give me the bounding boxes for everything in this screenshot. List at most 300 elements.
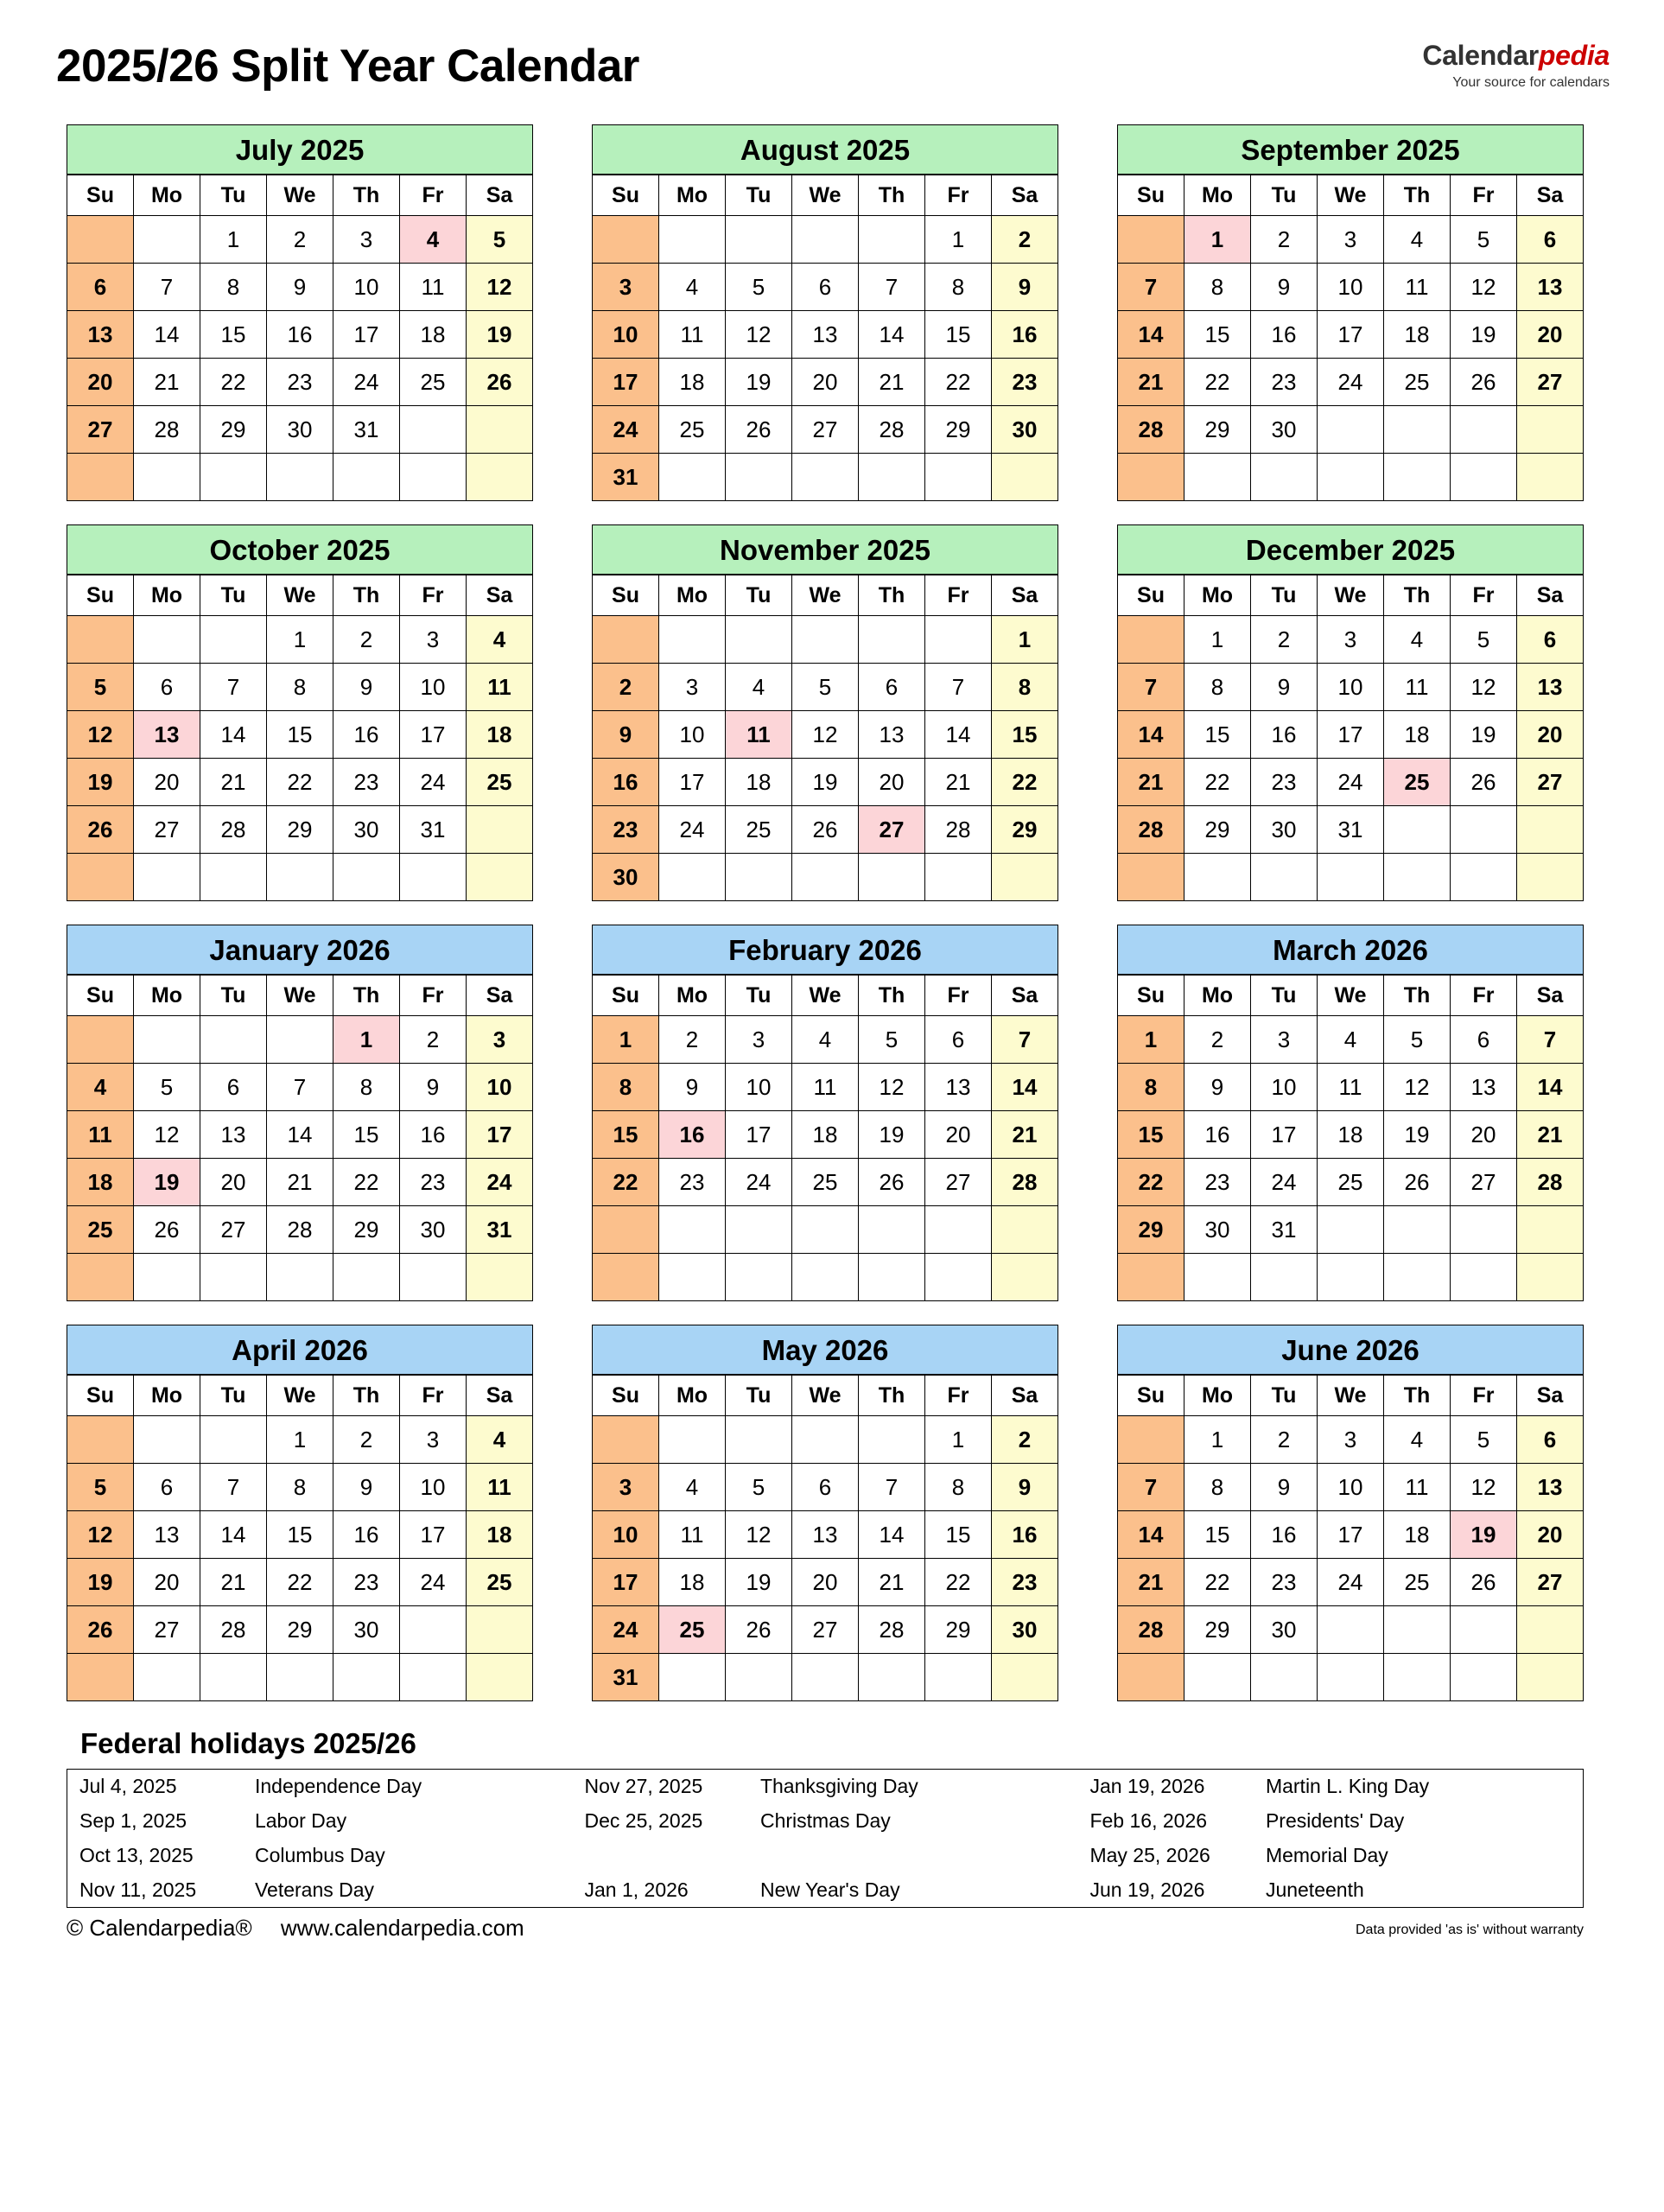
day-cell[interactable]: 3 bbox=[333, 216, 400, 264]
day-cell[interactable]: 12 bbox=[792, 711, 859, 759]
day-cell[interactable]: 26 bbox=[859, 1159, 925, 1206]
day-cell[interactable]: 25 bbox=[400, 359, 467, 406]
day-cell[interactable]: 12 bbox=[726, 311, 792, 359]
day-cell[interactable]: 13 bbox=[1451, 1064, 1517, 1111]
day-cell[interactable]: 1 bbox=[267, 616, 333, 664]
day-cell[interactable]: 13 bbox=[1517, 1464, 1584, 1511]
day-cell[interactable]: 13 bbox=[792, 311, 859, 359]
day-cell[interactable]: 1 bbox=[1184, 1416, 1251, 1464]
day-cell[interactable]: 5 bbox=[467, 216, 533, 264]
day-cell[interactable]: 9 bbox=[1184, 1064, 1251, 1111]
day-cell[interactable]: 10 bbox=[400, 1464, 467, 1511]
day-cell[interactable]: 30 bbox=[1251, 1606, 1318, 1654]
day-cell[interactable]: 27 bbox=[1517, 359, 1584, 406]
day-cell[interactable]: 20 bbox=[792, 359, 859, 406]
day-cell[interactable]: 16 bbox=[400, 1111, 467, 1159]
day-cell[interactable]: 12 bbox=[859, 1064, 925, 1111]
day-cell[interactable]: 29 bbox=[992, 806, 1058, 854]
day-cell[interactable]: 22 bbox=[267, 759, 333, 806]
day-cell[interactable]: 29 bbox=[1184, 406, 1251, 454]
day-cell[interactable]: 15 bbox=[267, 1511, 333, 1559]
day-cell[interactable]: 11 bbox=[400, 264, 467, 311]
day-cell[interactable]: 11 bbox=[1384, 664, 1451, 711]
day-cell[interactable]: 8 bbox=[1184, 264, 1251, 311]
day-cell[interactable]: 20 bbox=[200, 1159, 267, 1206]
day-cell[interactable]: 22 bbox=[1184, 359, 1251, 406]
day-cell[interactable]: 9 bbox=[333, 1464, 400, 1511]
day-cell[interactable]: 22 bbox=[925, 1559, 992, 1606]
footer-url[interactable]: www.calendarpedia.com bbox=[280, 1915, 524, 1941]
day-cell[interactable]: 30 bbox=[1251, 806, 1318, 854]
day-cell[interactable]: 4 bbox=[400, 216, 467, 264]
day-cell[interactable]: 9 bbox=[400, 1064, 467, 1111]
day-cell[interactable]: 31 bbox=[593, 1654, 659, 1701]
day-cell[interactable]: 21 bbox=[859, 359, 925, 406]
day-cell[interactable]: 8 bbox=[267, 664, 333, 711]
day-cell[interactable]: 3 bbox=[400, 1416, 467, 1464]
day-cell[interactable]: 11 bbox=[467, 1464, 533, 1511]
day-cell[interactable]: 29 bbox=[1184, 1606, 1251, 1654]
day-cell[interactable]: 17 bbox=[467, 1111, 533, 1159]
day-cell[interactable]: 19 bbox=[467, 311, 533, 359]
day-cell[interactable]: 5 bbox=[726, 1464, 792, 1511]
day-cell[interactable]: 14 bbox=[134, 311, 200, 359]
day-cell[interactable]: 12 bbox=[726, 1511, 792, 1559]
day-cell[interactable]: 5 bbox=[67, 1464, 134, 1511]
day-cell[interactable]: 25 bbox=[659, 406, 726, 454]
day-cell[interactable]: 22 bbox=[267, 1559, 333, 1606]
day-cell[interactable]: 22 bbox=[925, 359, 992, 406]
day-cell[interactable]: 4 bbox=[659, 1464, 726, 1511]
day-cell[interactable]: 28 bbox=[1118, 1606, 1184, 1654]
day-cell[interactable]: 24 bbox=[1251, 1159, 1318, 1206]
day-cell[interactable]: 18 bbox=[1384, 1511, 1451, 1559]
day-cell[interactable]: 6 bbox=[925, 1016, 992, 1064]
day-cell[interactable]: 20 bbox=[1517, 1511, 1584, 1559]
day-cell[interactable]: 28 bbox=[859, 1606, 925, 1654]
day-cell[interactable]: 8 bbox=[992, 664, 1058, 711]
day-cell[interactable]: 17 bbox=[333, 311, 400, 359]
day-cell[interactable]: 13 bbox=[859, 711, 925, 759]
day-cell[interactable]: 3 bbox=[467, 1016, 533, 1064]
day-cell[interactable]: 23 bbox=[1251, 1559, 1318, 1606]
day-cell[interactable]: 29 bbox=[267, 806, 333, 854]
day-cell[interactable]: 10 bbox=[659, 711, 726, 759]
day-cell[interactable]: 7 bbox=[1517, 1016, 1584, 1064]
day-cell[interactable]: 4 bbox=[1384, 1416, 1451, 1464]
day-cell[interactable]: 3 bbox=[1318, 216, 1384, 264]
day-cell[interactable]: 15 bbox=[925, 311, 992, 359]
day-cell[interactable]: 21 bbox=[859, 1559, 925, 1606]
day-cell[interactable]: 24 bbox=[400, 1559, 467, 1606]
day-cell[interactable]: 19 bbox=[792, 759, 859, 806]
day-cell[interactable]: 18 bbox=[726, 759, 792, 806]
day-cell[interactable]: 10 bbox=[467, 1064, 533, 1111]
day-cell[interactable]: 18 bbox=[467, 1511, 533, 1559]
day-cell[interactable]: 27 bbox=[67, 406, 134, 454]
day-cell[interactable]: 19 bbox=[1384, 1111, 1451, 1159]
day-cell[interactable]: 11 bbox=[659, 311, 726, 359]
day-cell[interactable]: 24 bbox=[467, 1159, 533, 1206]
day-cell[interactable]: 26 bbox=[1451, 759, 1517, 806]
day-cell[interactable]: 3 bbox=[400, 616, 467, 664]
day-cell[interactable]: 27 bbox=[925, 1159, 992, 1206]
day-cell[interactable]: 9 bbox=[333, 664, 400, 711]
day-cell[interactable]: 25 bbox=[659, 1606, 726, 1654]
day-cell[interactable]: 2 bbox=[992, 216, 1058, 264]
day-cell[interactable]: 28 bbox=[1118, 406, 1184, 454]
day-cell[interactable]: 2 bbox=[1251, 216, 1318, 264]
day-cell[interactable]: 13 bbox=[925, 1064, 992, 1111]
day-cell[interactable]: 3 bbox=[593, 264, 659, 311]
day-cell[interactable]: 3 bbox=[1318, 616, 1384, 664]
day-cell[interactable]: 6 bbox=[67, 264, 134, 311]
day-cell[interactable]: 14 bbox=[1118, 711, 1184, 759]
day-cell[interactable]: 21 bbox=[1118, 359, 1184, 406]
day-cell[interactable]: 29 bbox=[200, 406, 267, 454]
day-cell[interactable]: 16 bbox=[1251, 311, 1318, 359]
day-cell[interactable]: 12 bbox=[1451, 664, 1517, 711]
day-cell[interactable]: 11 bbox=[1384, 1464, 1451, 1511]
day-cell[interactable]: 15 bbox=[593, 1111, 659, 1159]
day-cell[interactable]: 16 bbox=[992, 1511, 1058, 1559]
day-cell[interactable]: 14 bbox=[1118, 1511, 1184, 1559]
day-cell[interactable]: 30 bbox=[400, 1206, 467, 1254]
day-cell[interactable]: 4 bbox=[467, 1416, 533, 1464]
day-cell[interactable]: 10 bbox=[1318, 1464, 1384, 1511]
day-cell[interactable]: 14 bbox=[992, 1064, 1058, 1111]
day-cell[interactable]: 1 bbox=[333, 1016, 400, 1064]
day-cell[interactable]: 5 bbox=[1384, 1016, 1451, 1064]
day-cell[interactable]: 6 bbox=[134, 664, 200, 711]
day-cell[interactable]: 19 bbox=[1451, 711, 1517, 759]
day-cell[interactable]: 2 bbox=[593, 664, 659, 711]
day-cell[interactable]: 26 bbox=[726, 1606, 792, 1654]
day-cell[interactable]: 2 bbox=[1251, 1416, 1318, 1464]
day-cell[interactable]: 23 bbox=[992, 1559, 1058, 1606]
day-cell[interactable]: 5 bbox=[1451, 216, 1517, 264]
day-cell[interactable]: 20 bbox=[792, 1559, 859, 1606]
day-cell[interactable]: 8 bbox=[925, 264, 992, 311]
day-cell[interactable]: 4 bbox=[1384, 616, 1451, 664]
day-cell[interactable]: 18 bbox=[400, 311, 467, 359]
day-cell[interactable]: 22 bbox=[992, 759, 1058, 806]
day-cell[interactable]: 10 bbox=[400, 664, 467, 711]
day-cell[interactable]: 14 bbox=[859, 1511, 925, 1559]
day-cell[interactable]: 31 bbox=[1251, 1206, 1318, 1254]
day-cell[interactable]: 18 bbox=[1384, 711, 1451, 759]
day-cell[interactable]: 15 bbox=[1184, 311, 1251, 359]
day-cell[interactable]: 16 bbox=[659, 1111, 726, 1159]
day-cell[interactable]: 15 bbox=[925, 1511, 992, 1559]
day-cell[interactable]: 17 bbox=[593, 359, 659, 406]
day-cell[interactable]: 12 bbox=[67, 1511, 134, 1559]
day-cell[interactable]: 1 bbox=[1184, 616, 1251, 664]
day-cell[interactable]: 9 bbox=[992, 264, 1058, 311]
day-cell[interactable]: 14 bbox=[267, 1111, 333, 1159]
day-cell[interactable]: 25 bbox=[1318, 1159, 1384, 1206]
day-cell[interactable]: 29 bbox=[1184, 806, 1251, 854]
day-cell[interactable]: 2 bbox=[267, 216, 333, 264]
day-cell[interactable]: 28 bbox=[1517, 1159, 1584, 1206]
day-cell[interactable]: 28 bbox=[267, 1206, 333, 1254]
day-cell[interactable]: 19 bbox=[134, 1159, 200, 1206]
day-cell[interactable]: 7 bbox=[1118, 1464, 1184, 1511]
day-cell[interactable]: 3 bbox=[1318, 1416, 1384, 1464]
day-cell[interactable]: 4 bbox=[792, 1016, 859, 1064]
day-cell[interactable]: 7 bbox=[200, 664, 267, 711]
day-cell[interactable]: 10 bbox=[593, 311, 659, 359]
day-cell[interactable]: 11 bbox=[1318, 1064, 1384, 1111]
day-cell[interactable]: 6 bbox=[1517, 616, 1584, 664]
day-cell[interactable]: 31 bbox=[333, 406, 400, 454]
day-cell[interactable]: 14 bbox=[925, 711, 992, 759]
day-cell[interactable]: 20 bbox=[859, 759, 925, 806]
day-cell[interactable]: 28 bbox=[1118, 806, 1184, 854]
day-cell[interactable]: 14 bbox=[859, 311, 925, 359]
day-cell[interactable]: 10 bbox=[333, 264, 400, 311]
day-cell[interactable]: 15 bbox=[1184, 1511, 1251, 1559]
day-cell[interactable]: 9 bbox=[267, 264, 333, 311]
day-cell[interactable]: 1 bbox=[925, 216, 992, 264]
day-cell[interactable]: 12 bbox=[1451, 264, 1517, 311]
day-cell[interactable]: 27 bbox=[1517, 1559, 1584, 1606]
day-cell[interactable]: 18 bbox=[1318, 1111, 1384, 1159]
day-cell[interactable]: 13 bbox=[67, 311, 134, 359]
day-cell[interactable]: 20 bbox=[925, 1111, 992, 1159]
day-cell[interactable]: 17 bbox=[593, 1559, 659, 1606]
day-cell[interactable]: 15 bbox=[1118, 1111, 1184, 1159]
day-cell[interactable]: 12 bbox=[467, 264, 533, 311]
day-cell[interactable]: 31 bbox=[467, 1206, 533, 1254]
day-cell[interactable]: 20 bbox=[134, 1559, 200, 1606]
day-cell[interactable]: 25 bbox=[1384, 1559, 1451, 1606]
day-cell[interactable]: 29 bbox=[333, 1206, 400, 1254]
day-cell[interactable]: 6 bbox=[792, 1464, 859, 1511]
day-cell[interactable]: 19 bbox=[67, 1559, 134, 1606]
day-cell[interactable]: 28 bbox=[134, 406, 200, 454]
day-cell[interactable]: 11 bbox=[659, 1511, 726, 1559]
day-cell[interactable]: 24 bbox=[1318, 1559, 1384, 1606]
day-cell[interactable]: 29 bbox=[925, 406, 992, 454]
day-cell[interactable]: 23 bbox=[992, 359, 1058, 406]
day-cell[interactable]: 17 bbox=[400, 711, 467, 759]
day-cell[interactable]: 21 bbox=[267, 1159, 333, 1206]
day-cell[interactable]: 15 bbox=[992, 711, 1058, 759]
day-cell[interactable]: 14 bbox=[200, 1511, 267, 1559]
day-cell[interactable]: 2 bbox=[992, 1416, 1058, 1464]
day-cell[interactable]: 24 bbox=[593, 1606, 659, 1654]
day-cell[interactable]: 23 bbox=[333, 1559, 400, 1606]
day-cell[interactable]: 24 bbox=[1318, 759, 1384, 806]
day-cell[interactable]: 21 bbox=[1517, 1111, 1584, 1159]
day-cell[interactable]: 24 bbox=[593, 406, 659, 454]
day-cell[interactable]: 25 bbox=[67, 1206, 134, 1254]
day-cell[interactable]: 9 bbox=[992, 1464, 1058, 1511]
day-cell[interactable]: 31 bbox=[593, 454, 659, 501]
day-cell[interactable]: 6 bbox=[200, 1064, 267, 1111]
day-cell[interactable]: 7 bbox=[200, 1464, 267, 1511]
day-cell[interactable]: 30 bbox=[1251, 406, 1318, 454]
day-cell[interactable]: 26 bbox=[467, 359, 533, 406]
day-cell[interactable]: 20 bbox=[134, 759, 200, 806]
day-cell[interactable]: 11 bbox=[1384, 264, 1451, 311]
day-cell[interactable]: 15 bbox=[267, 711, 333, 759]
day-cell[interactable]: 19 bbox=[67, 759, 134, 806]
day-cell[interactable]: 21 bbox=[992, 1111, 1058, 1159]
day-cell[interactable]: 6 bbox=[1451, 1016, 1517, 1064]
day-cell[interactable]: 1 bbox=[1118, 1016, 1184, 1064]
day-cell[interactable]: 1 bbox=[992, 616, 1058, 664]
day-cell[interactable]: 4 bbox=[726, 664, 792, 711]
day-cell[interactable]: 25 bbox=[1384, 359, 1451, 406]
day-cell[interactable]: 26 bbox=[1451, 359, 1517, 406]
day-cell[interactable]: 12 bbox=[1451, 1464, 1517, 1511]
day-cell[interactable]: 30 bbox=[333, 806, 400, 854]
day-cell[interactable]: 3 bbox=[659, 664, 726, 711]
day-cell[interactable]: 11 bbox=[792, 1064, 859, 1111]
day-cell[interactable]: 24 bbox=[1318, 359, 1384, 406]
day-cell[interactable]: 16 bbox=[333, 711, 400, 759]
day-cell[interactable]: 28 bbox=[200, 806, 267, 854]
day-cell[interactable]: 2 bbox=[333, 616, 400, 664]
day-cell[interactable]: 17 bbox=[1318, 1511, 1384, 1559]
day-cell[interactable]: 13 bbox=[792, 1511, 859, 1559]
day-cell[interactable]: 13 bbox=[1517, 264, 1584, 311]
day-cell[interactable]: 11 bbox=[67, 1111, 134, 1159]
day-cell[interactable]: 22 bbox=[333, 1159, 400, 1206]
day-cell[interactable]: 2 bbox=[400, 1016, 467, 1064]
day-cell[interactable]: 28 bbox=[925, 806, 992, 854]
day-cell[interactable]: 3 bbox=[1251, 1016, 1318, 1064]
day-cell[interactable]: 16 bbox=[992, 311, 1058, 359]
day-cell[interactable]: 10 bbox=[1318, 264, 1384, 311]
day-cell[interactable]: 1 bbox=[267, 1416, 333, 1464]
day-cell[interactable]: 7 bbox=[859, 264, 925, 311]
day-cell[interactable]: 2 bbox=[659, 1016, 726, 1064]
day-cell[interactable]: 2 bbox=[1251, 616, 1318, 664]
day-cell[interactable]: 21 bbox=[134, 359, 200, 406]
day-cell[interactable]: 2 bbox=[1184, 1016, 1251, 1064]
day-cell[interactable]: 30 bbox=[267, 406, 333, 454]
day-cell[interactable]: 6 bbox=[1517, 1416, 1584, 1464]
day-cell[interactable]: 29 bbox=[1118, 1206, 1184, 1254]
day-cell[interactable]: 10 bbox=[1251, 1064, 1318, 1111]
day-cell[interactable]: 3 bbox=[726, 1016, 792, 1064]
day-cell[interactable]: 4 bbox=[659, 264, 726, 311]
day-cell[interactable]: 26 bbox=[67, 806, 134, 854]
day-cell[interactable]: 23 bbox=[1184, 1159, 1251, 1206]
day-cell[interactable]: 18 bbox=[659, 359, 726, 406]
day-cell[interactable]: 16 bbox=[1251, 711, 1318, 759]
day-cell[interactable]: 29 bbox=[925, 1606, 992, 1654]
day-cell[interactable]: 23 bbox=[593, 806, 659, 854]
day-cell[interactable]: 24 bbox=[333, 359, 400, 406]
day-cell[interactable]: 20 bbox=[1451, 1111, 1517, 1159]
day-cell[interactable]: 17 bbox=[659, 759, 726, 806]
day-cell[interactable]: 21 bbox=[200, 759, 267, 806]
day-cell[interactable]: 12 bbox=[67, 711, 134, 759]
day-cell[interactable]: 25 bbox=[1384, 759, 1451, 806]
day-cell[interactable]: 7 bbox=[925, 664, 992, 711]
day-cell[interactable]: 27 bbox=[200, 1206, 267, 1254]
day-cell[interactable]: 21 bbox=[1118, 1559, 1184, 1606]
day-cell[interactable]: 5 bbox=[67, 664, 134, 711]
day-cell[interactable]: 8 bbox=[593, 1064, 659, 1111]
day-cell[interactable]: 31 bbox=[400, 806, 467, 854]
day-cell[interactable]: 5 bbox=[134, 1064, 200, 1111]
day-cell[interactable]: 5 bbox=[726, 264, 792, 311]
day-cell[interactable]: 27 bbox=[859, 806, 925, 854]
day-cell[interactable]: 27 bbox=[1451, 1159, 1517, 1206]
day-cell[interactable]: 18 bbox=[67, 1159, 134, 1206]
day-cell[interactable]: 27 bbox=[134, 1606, 200, 1654]
day-cell[interactable]: 7 bbox=[859, 1464, 925, 1511]
day-cell[interactable]: 4 bbox=[1384, 216, 1451, 264]
day-cell[interactable]: 30 bbox=[333, 1606, 400, 1654]
day-cell[interactable]: 22 bbox=[1118, 1159, 1184, 1206]
day-cell[interactable]: 18 bbox=[792, 1111, 859, 1159]
day-cell[interactable]: 6 bbox=[859, 664, 925, 711]
day-cell[interactable]: 16 bbox=[267, 311, 333, 359]
day-cell[interactable]: 23 bbox=[659, 1159, 726, 1206]
day-cell[interactable]: 9 bbox=[1251, 1464, 1318, 1511]
day-cell[interactable]: 11 bbox=[726, 711, 792, 759]
day-cell[interactable]: 22 bbox=[200, 359, 267, 406]
day-cell[interactable]: 26 bbox=[67, 1606, 134, 1654]
day-cell[interactable]: 24 bbox=[400, 759, 467, 806]
day-cell[interactable]: 22 bbox=[593, 1159, 659, 1206]
day-cell[interactable]: 12 bbox=[1384, 1064, 1451, 1111]
day-cell[interactable]: 28 bbox=[200, 1606, 267, 1654]
day-cell[interactable]: 10 bbox=[1318, 664, 1384, 711]
day-cell[interactable]: 25 bbox=[467, 759, 533, 806]
day-cell[interactable]: 6 bbox=[1517, 216, 1584, 264]
day-cell[interactable]: 21 bbox=[1118, 759, 1184, 806]
day-cell[interactable]: 13 bbox=[1517, 664, 1584, 711]
day-cell[interactable]: 1 bbox=[593, 1016, 659, 1064]
day-cell[interactable]: 7 bbox=[992, 1016, 1058, 1064]
day-cell[interactable]: 21 bbox=[925, 759, 992, 806]
day-cell[interactable]: 8 bbox=[1184, 664, 1251, 711]
day-cell[interactable]: 5 bbox=[792, 664, 859, 711]
day-cell[interactable]: 20 bbox=[1517, 311, 1584, 359]
day-cell[interactable]: 7 bbox=[1118, 264, 1184, 311]
day-cell[interactable]: 14 bbox=[200, 711, 267, 759]
day-cell[interactable]: 9 bbox=[1251, 664, 1318, 711]
day-cell[interactable]: 18 bbox=[1384, 311, 1451, 359]
day-cell[interactable]: 16 bbox=[1184, 1111, 1251, 1159]
day-cell[interactable]: 29 bbox=[267, 1606, 333, 1654]
day-cell[interactable]: 8 bbox=[267, 1464, 333, 1511]
day-cell[interactable]: 8 bbox=[925, 1464, 992, 1511]
day-cell[interactable]: 20 bbox=[1517, 711, 1584, 759]
day-cell[interactable]: 7 bbox=[1118, 664, 1184, 711]
day-cell[interactable]: 23 bbox=[267, 359, 333, 406]
day-cell[interactable]: 15 bbox=[200, 311, 267, 359]
day-cell[interactable]: 16 bbox=[1251, 1511, 1318, 1559]
day-cell[interactable]: 19 bbox=[859, 1111, 925, 1159]
day-cell[interactable]: 25 bbox=[792, 1159, 859, 1206]
day-cell[interactable]: 26 bbox=[726, 406, 792, 454]
day-cell[interactable]: 26 bbox=[1384, 1159, 1451, 1206]
day-cell[interactable]: 4 bbox=[467, 616, 533, 664]
day-cell[interactable]: 1 bbox=[925, 1416, 992, 1464]
day-cell[interactable]: 28 bbox=[992, 1159, 1058, 1206]
day-cell[interactable]: 20 bbox=[67, 359, 134, 406]
day-cell[interactable]: 4 bbox=[1318, 1016, 1384, 1064]
day-cell[interactable]: 19 bbox=[1451, 1511, 1517, 1559]
